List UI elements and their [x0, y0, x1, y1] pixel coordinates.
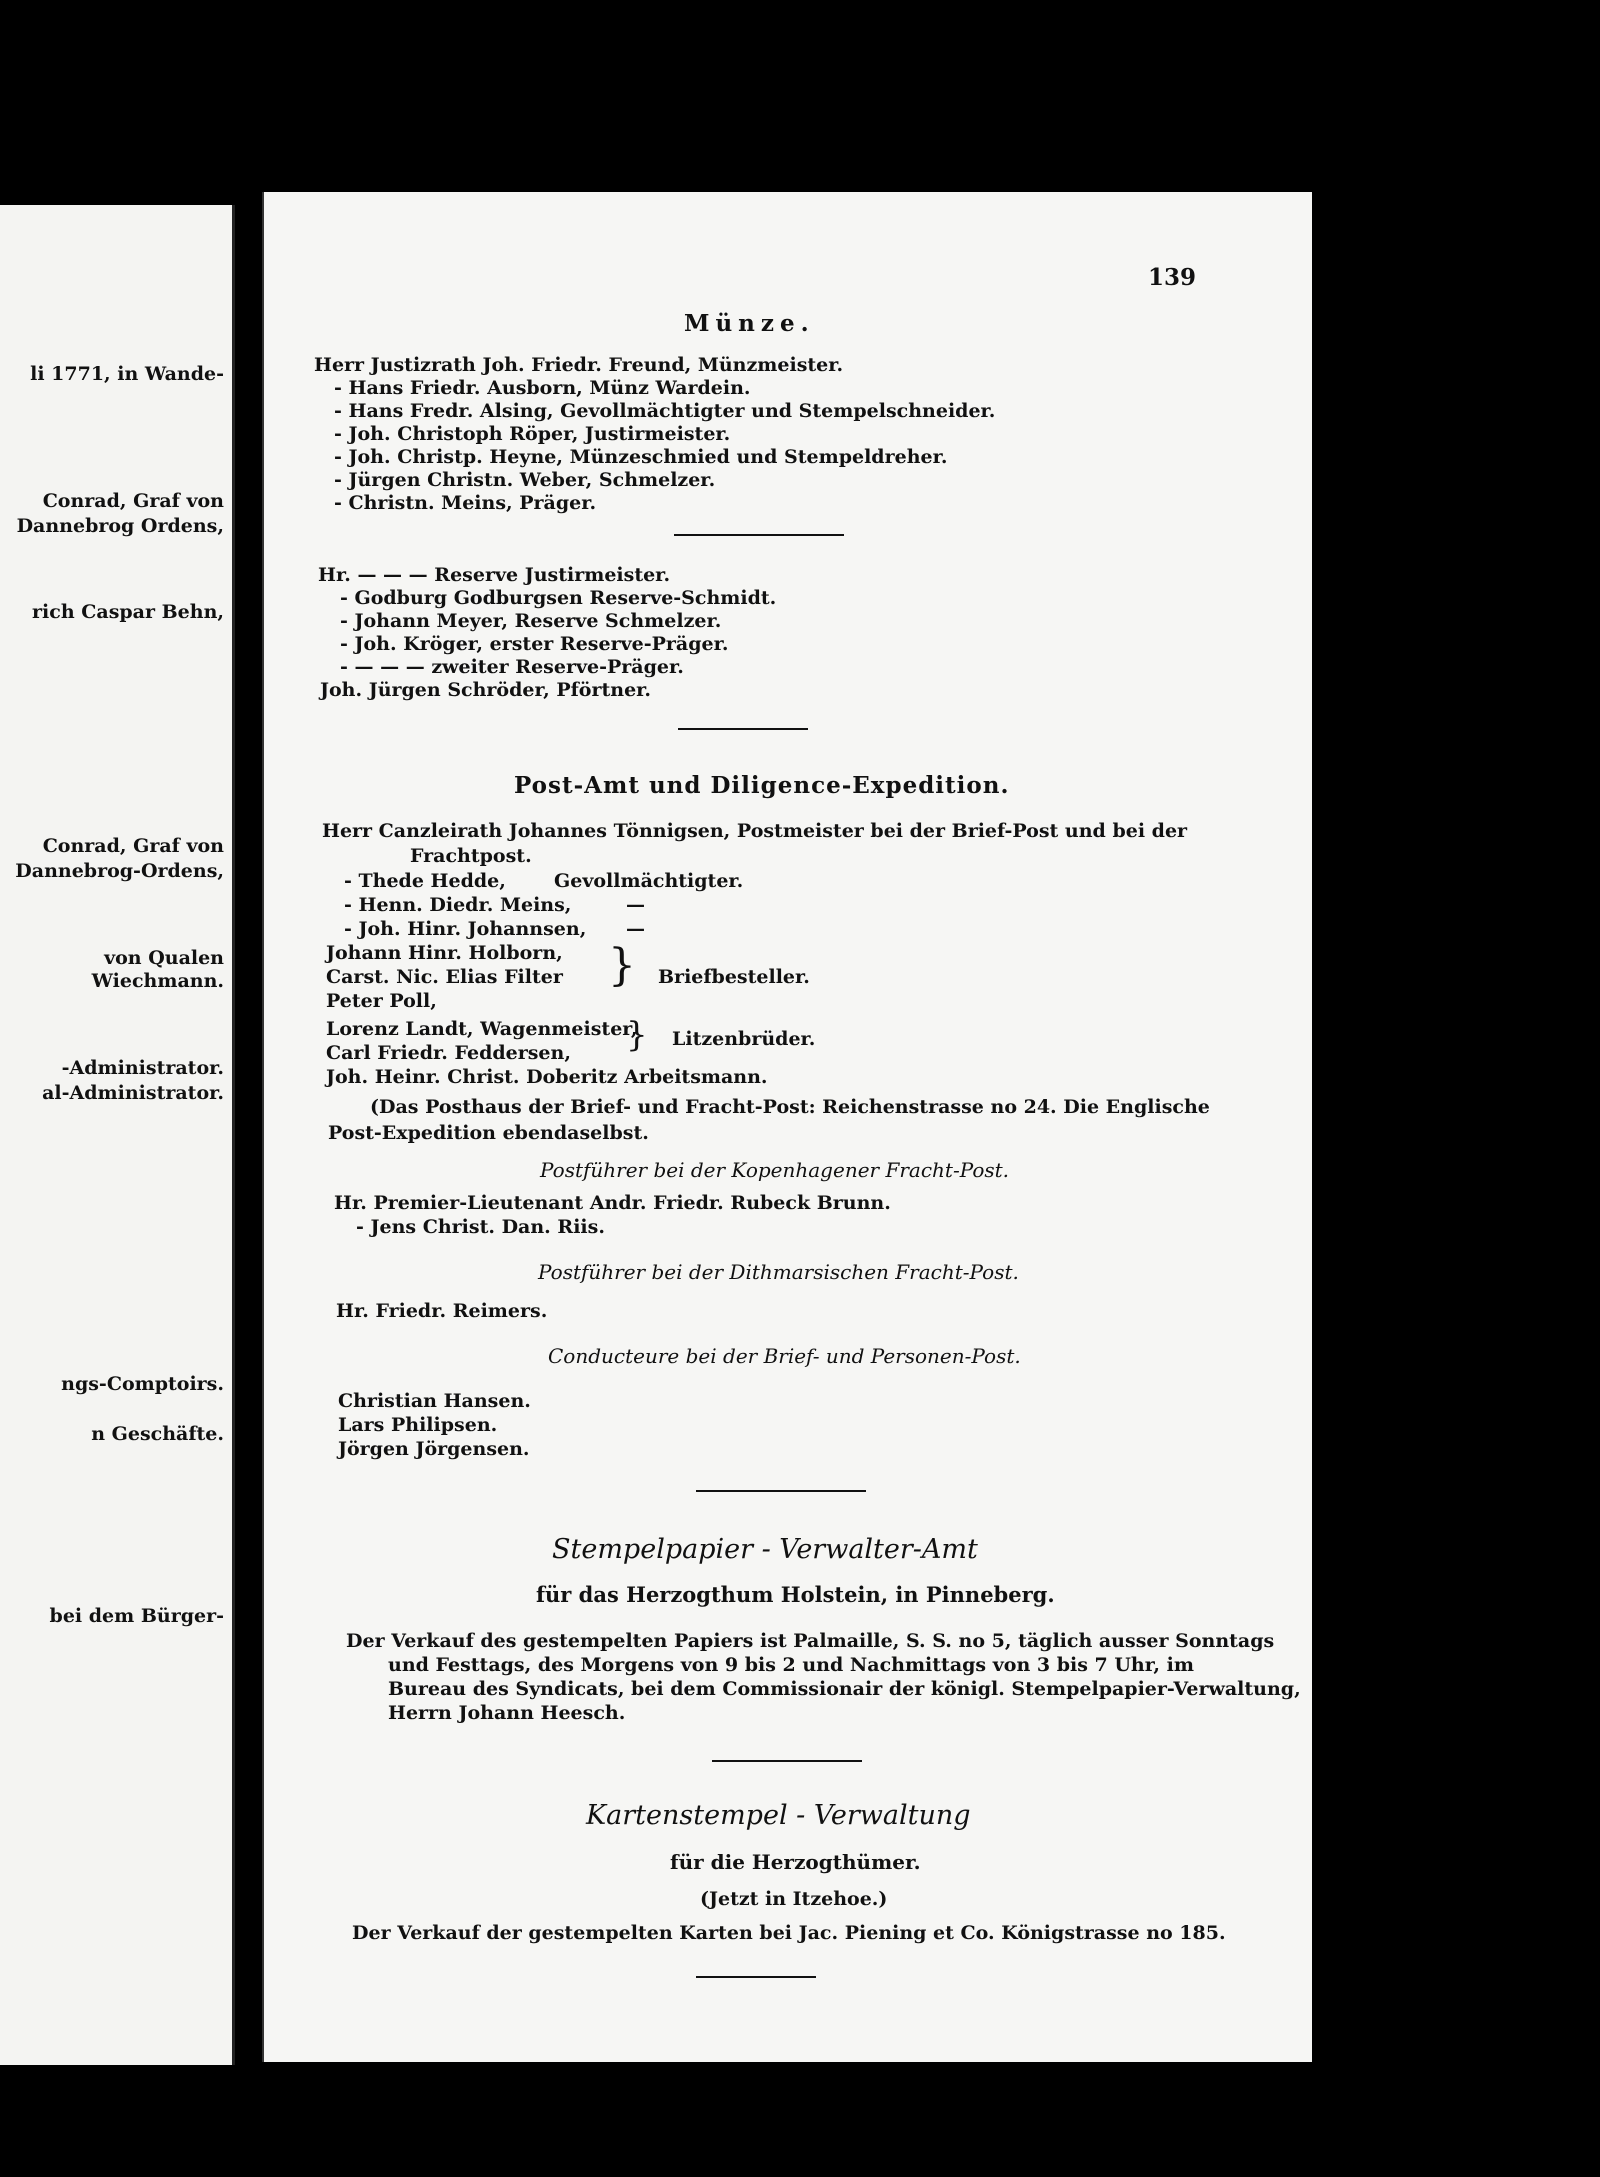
page-number: 139 [1148, 264, 1197, 291]
post-staff-role: — [626, 918, 645, 940]
divider [678, 728, 808, 730]
left-line: Conrad, Graf von [42, 490, 224, 512]
stempel-text: Herrn Johann Heesch. [388, 1702, 626, 1724]
left-line: Dannebrog Ordens, [16, 515, 224, 537]
brother-name: Carl Friedr. Feddersen, [326, 1042, 571, 1064]
muenze-line: - Jürgen Christn. Weber, Schmelzer. [334, 469, 716, 491]
left-line: bei dem Bürger- [49, 1605, 224, 1627]
reserve-line: Hr. — — — Reserve Justirmeister. [318, 564, 671, 586]
post-note: (Das Posthaus der Brief- und Fracht-Post: Reichenstrasse no 24. Die Englische [370, 1096, 1210, 1118]
left-line: von Qualen [104, 947, 224, 969]
carrier-name: Johann Hinr. Holborn, [326, 942, 563, 964]
dith-line: Hr. Friedr. Reimers. [336, 1300, 548, 1322]
divider [712, 1760, 862, 1762]
left-line: Dannebrog-Ordens, [15, 860, 224, 882]
muenze-line: - Joh. Christp. Heyne, Münzeschmied und Stempeldreher. [334, 446, 948, 468]
post-staff-name: - Henn. Diedr. Meins, [344, 894, 572, 916]
left-line: ngs-Comptoirs. [61, 1373, 224, 1395]
post-staff-name: - Joh. Hinr. Johannsen, [344, 918, 587, 940]
brace: } [626, 1015, 648, 1055]
reserve-line: - Johann Meyer, Reserve Schmelzer. [340, 610, 722, 632]
post-head: Herr Canzleirath Johannes Tönnigsen, Postmeister bei der Brief-Post und bei der [322, 820, 1188, 842]
brace: } [608, 940, 636, 991]
section-title-post: Post-Amt und Diligence-Expedition. [514, 772, 1010, 799]
karten-sub: (Jetzt in Itzehoe.) [700, 1888, 888, 1910]
post-head: Frachtpost. [410, 845, 532, 867]
right-page [262, 192, 1312, 2062]
subheading: Postführer bei der Kopenhagener Fracht-Post. [540, 1158, 1010, 1182]
karten-sub: für die Herzogthümer. [670, 1850, 921, 1874]
post-worker: Joh. Heinr. Christ. Doberitz Arbeitsmann. [326, 1066, 768, 1088]
muenze-line: - Hans Friedr. Ausborn, Münz Wardein. [334, 377, 751, 399]
left-line: -Administrator. [61, 1057, 224, 1079]
left-line: Wiechmann. [91, 970, 224, 992]
cond-line: Lars Philipsen. [338, 1414, 498, 1436]
section-title-karten: Kartenstempel - Verwaltung [586, 1800, 971, 1831]
kop-line: - Jens Christ. Dan. Riis. [356, 1216, 605, 1238]
muenze-line: - Hans Fredr. Alsing, Gevollmächtigter und Stempelschneider. [334, 400, 996, 422]
section-title-stempel: Stempelpapier - Verwalter-Amt [552, 1534, 978, 1565]
stempel-text: und Festtags, des Morgens von 9 bis 2 und Nachmittags von 3 bis 7 Uhr, im [388, 1654, 1194, 1676]
muenze-line: - Joh. Christoph Röper, Justirmeister. [334, 423, 731, 445]
reserve-line: - — — — zweiter Reserve-Präger. [340, 656, 684, 678]
cond-line: Christian Hansen. [338, 1390, 531, 1412]
stempel-sub: für das Herzogthum Holstein, in Pinneberg. [536, 1582, 1055, 1607]
stempel-text: Der Verkauf des gestempelten Papiers ist Palmaille, S. S. no 5, täglich ausser Sonntags [346, 1630, 1275, 1652]
reserve-line: - Godburg Godburgsen Reserve-Schmidt. [340, 587, 777, 609]
subheading: Conducteure bei der Brief- und Personen-Post. [548, 1344, 1021, 1368]
left-page [0, 205, 235, 2065]
divider [696, 1490, 866, 1492]
karten-text: Der Verkauf der gestempelten Karten bei Jac. Piening et Co. Königstrasse no 185. [352, 1922, 1226, 1944]
muenze-line: Herr Justizrath Joh. Friedr. Freund, Münzmeister. [314, 354, 844, 376]
cond-line: Jörgen Jörgensen. [338, 1438, 530, 1460]
muenze-line: - Christn. Meins, Präger. [334, 492, 597, 514]
post-staff-role: Gevollmächtigter. [554, 870, 744, 892]
left-line: rich Caspar Behn, [32, 601, 224, 623]
brother-name: Lorenz Landt, Wagenmeister, [326, 1018, 638, 1040]
carrier-name: Carst. Nic. Elias Filter [326, 966, 563, 988]
brother-role: Litzenbrüder. [672, 1028, 816, 1050]
left-line: n Geschäfte. [91, 1423, 224, 1445]
left-line: li 1771, in Wande- [30, 363, 224, 385]
left-line: Conrad, Graf von [42, 835, 224, 857]
kop-line: Hr. Premier-Lieutenant Andr. Friedr. Rubeck Brunn. [334, 1192, 891, 1214]
post-staff-name: - Thede Hedde, [344, 870, 506, 892]
post-note: Post-Expedition ebendaselbst. [328, 1122, 649, 1144]
divider [674, 534, 844, 536]
reserve-line: - Joh. Kröger, erster Reserve-Präger. [340, 633, 729, 655]
left-line: al-Administrator. [42, 1082, 224, 1104]
carrier-role: Briefbesteller. [658, 966, 810, 988]
carrier-name: Peter Poll, [326, 990, 437, 1012]
stempel-text: Bureau des Syndicats, bei dem Commissionair der königl. Stempelpapier-Verwaltung, [388, 1678, 1301, 1700]
section-title-muenze: Münze. [684, 310, 815, 337]
post-staff-role: — [626, 894, 645, 916]
subheading: Postführer bei der Dithmarsischen Fracht-Post. [538, 1260, 1019, 1284]
divider [696, 1976, 816, 1978]
reserve-line: Joh. Jürgen Schröder, Pförtner. [320, 679, 652, 701]
